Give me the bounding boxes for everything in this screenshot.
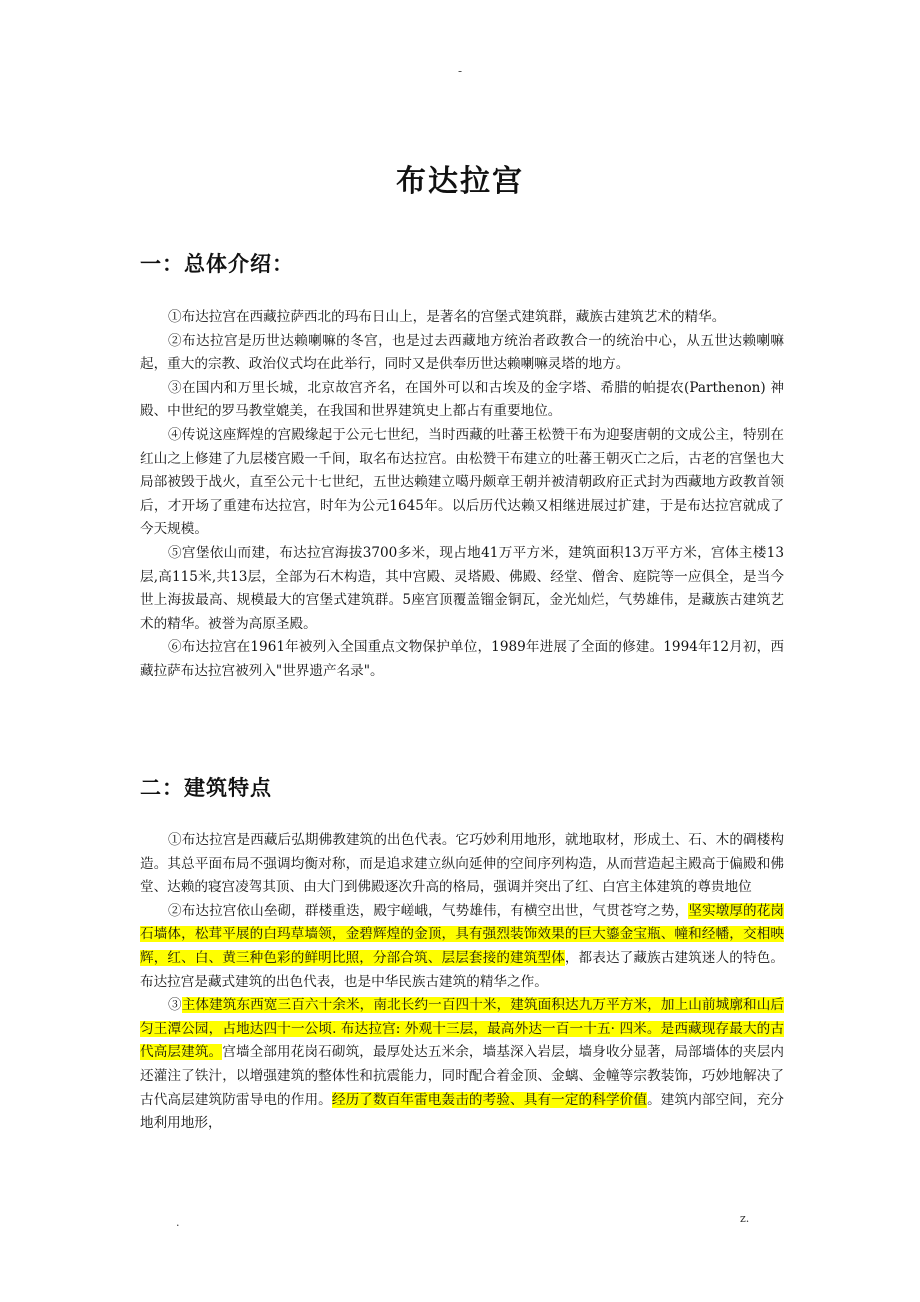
paragraph — [140, 900, 784, 994]
footer-right-mark: z. — [740, 1212, 750, 1225]
highlighted-text: 主体建筑东西宽三百六十余米，南北长约一百四十米，建筑面积达九万平方米，加上山前城廓和山后匀王潭公园，占地达四十一公顷. 布达拉宫: 外观十三层，最高外达一百一十五· 四米。是西藏现存最大的古代高层建筑。 — [140, 997, 785, 1061]
paragraph — [140, 994, 784, 1136]
highlighted-text: 坚实墩厚的花岗石墙体，松茸平展的白玛草墙领，金碧辉煌的金顶，具有强烈装饰效果的巨大鎏金宝瓶、幢和经幡，交相映辉，红、白、黄三种色彩的鲜明比照，分部合筑、层层套接的建筑型体 — [140, 902, 785, 966]
document-title: 布达拉宫 — [396, 164, 524, 199]
paragraph: ⑥布达拉宫在1961年被列入全国重点文物保护单位，1989年进展了全面的修建。1994年12月初，西藏拉萨布达拉宫被列入"世界遗产名录"。 — [140, 639, 784, 679]
footer-left-mark: . — [176, 1216, 180, 1229]
paragraph-text: 宫墙全部用花岗石砌筑，最厚处达五米余，墙基深入岩层，墙身收分显著，局部墙体的夹层内还灌注了铁汁，以增强建筑的整体性和抗震能力，同时配合着金顶、金螭、金幢等宗教装饰，巧妙地解决了古代高层建筑防雷导电的作用。 — [140, 1044, 785, 1108]
highlighted-text: 经历了数百年雷电轰击的考验、具有一定的科学价值 — [331, 1091, 648, 1108]
section-heading-overview: 一：总体介绍： — [140, 251, 294, 276]
paragraph: ①布达拉宫在西藏拉萨西北的玛布日山上，是著名的宫堡式建筑群，藏族古建筑艺术的精华。 — [168, 309, 726, 325]
paragraph: ③在国内和万里长城，北京故宫齐名，在国外可以和古埃及的金字塔、希腊的帕提农(Parthenon) 神殿、中世纪的罗马教堂媲美，在我国和世界建筑史上都占有重要地位。 — [140, 379, 784, 420]
paragraph: ④传说这座辉煌的宫殿缘起于公元七世纪，当时西藏的吐蕃王松赞干布为迎娶唐朝的文成公主，特别在红山之上修建了九层楼宫殿一千间，取名布达拉宫。由松赞干布建立的吐蕃王朝灭亡之后，古老的宫堡也大局部被毁于战火，直至公元十七世纪，五世达赖建立噶丹颇章王朝并被清朝政府正式封为西藏地方政教首领后，才开场了重建布达拉宫，时年为公元1645年。以后历代达赖又相继进展过扩建，于是布达拉宫就成了今天规模。 — [140, 426, 784, 538]
paragraph: ①布达拉宫是西藏后弘期佛教建筑的出色代表。它巧妙利用地形，就地取材，形成土、石、木的碉楼构造。其总平面布局不强调均衡对称，而是追求建立纵向延伸的空间序列构造，从而营造起主殿高于偏殿和佛堂、达赖的寝宫凌驾其顶、由大门到佛殿逐次升高的格局，强调并突出了红、白宫主体建筑的尊贵地位 — [140, 832, 784, 896]
paragraph: ②布达拉宫是历世达赖喇嘛的冬宫，也是过去西藏地方统治者政教合一的统治中心，从五世达赖喇嘛起，重大的宗教、政治仪式均在此举行，同时又是供奉历世达赖喇嘛灵塔的地方。 — [140, 332, 784, 373]
paragraph-text: 。建筑内部空间，充分地利用地形， — [140, 1091, 785, 1132]
section-overview-body — [140, 306, 784, 684]
section-heading-architecture: 二：建筑特点 — [140, 775, 272, 800]
paragraph-text: ，都表达了藏族古建筑迷人的特色。布达拉宫是藏式建筑的出色代表，也是中华民族古建筑的精华之作。 — [140, 949, 785, 990]
paragraph-number: ③ — [168, 997, 182, 1014]
paragraph-text: ②布达拉宫依山垒砌，群楼重迭，殿宇嵯峨，气势雄伟，有横空出世，气贯苍穹之势， — [168, 902, 689, 919]
section-architecture-body — [140, 829, 784, 1136]
paragraph: ⑤宫堡依山而建，布达拉宫海拔3700多米，现占地41万平方米，建筑面积13万平方米，宫体主楼13层,高115米,共13层，全部为石木构造，其中宫殿、灵塔殿、佛殿、经堂、僧舍、庭院等一应俱全，是当今世上海拔最高、规模最大的宫堡式建筑群。5座宫顶覆盖镏金铜瓦，金光灿烂，气势雄伟，是藏族古建筑艺术的精华。被誉为高原圣殿。 — [140, 544, 784, 632]
header-mark: - — [457, 64, 463, 78]
